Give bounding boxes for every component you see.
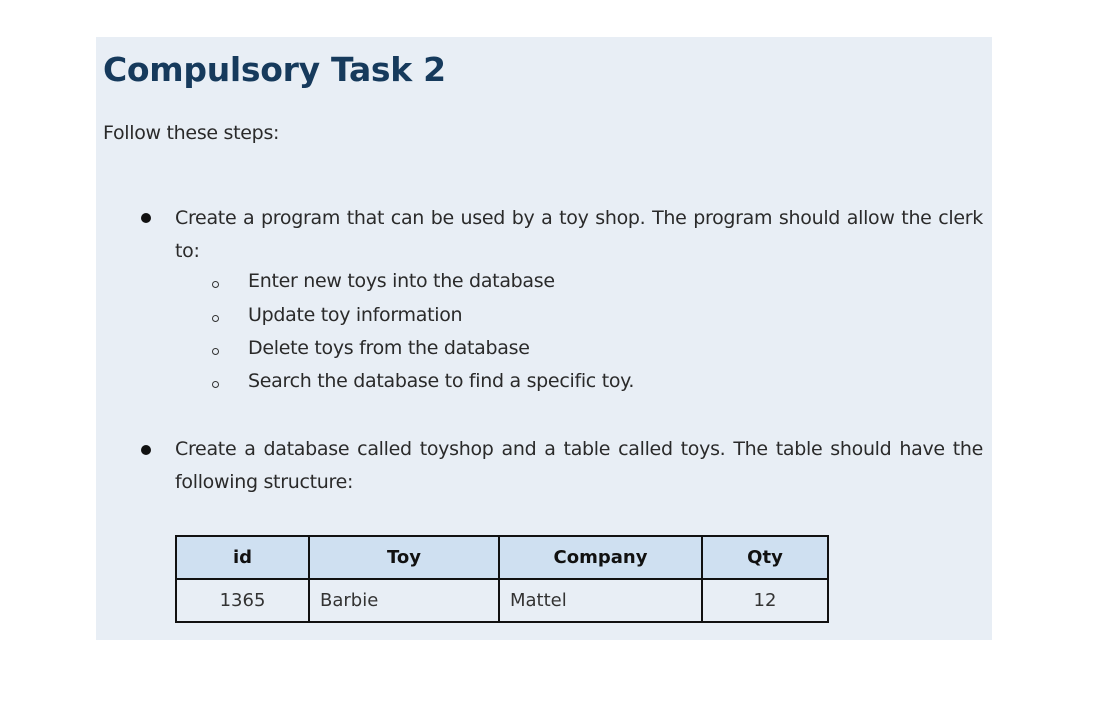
sub-item-1: Enter new toys into the database <box>248 270 555 292</box>
sub-bullet-icon <box>212 348 219 355</box>
table-row <box>176 579 828 622</box>
sub-bullet-icon <box>212 281 219 288</box>
bullet-icon <box>141 213 151 223</box>
column-header-id: id <box>176 536 309 579</box>
cell-id: 1365 <box>176 579 309 622</box>
intro-text: Follow these steps: <box>103 122 280 144</box>
bullet-text-2: Create a database called toyshop and a table called toys. The table should have the following structure: <box>175 438 983 493</box>
sub-bullet-icon <box>212 381 219 388</box>
page-title: Compulsory Task 2 <box>103 50 446 89</box>
sub-item-3: Delete toys from the database <box>248 337 530 359</box>
column-header-qty: Qty <box>702 536 828 579</box>
sub-bullet-icon <box>212 315 219 322</box>
toys-table <box>175 535 829 623</box>
column-header-company: Company <box>499 536 702 579</box>
cell-qty: 12 <box>702 579 828 622</box>
bullet-text-1: Create a program that can be used by a toy shop. The program should allow the clerk to: <box>175 207 983 262</box>
sub-item-4: Search the database to find a specific toy. <box>248 370 635 392</box>
cell-company: Mattel <box>499 579 702 622</box>
column-header-toy: Toy <box>309 536 499 579</box>
sub-item-2: Update toy information <box>248 304 463 326</box>
cell-toy: Barbie <box>309 579 499 622</box>
table-header-row <box>176 536 828 579</box>
bullet-icon <box>141 445 151 455</box>
